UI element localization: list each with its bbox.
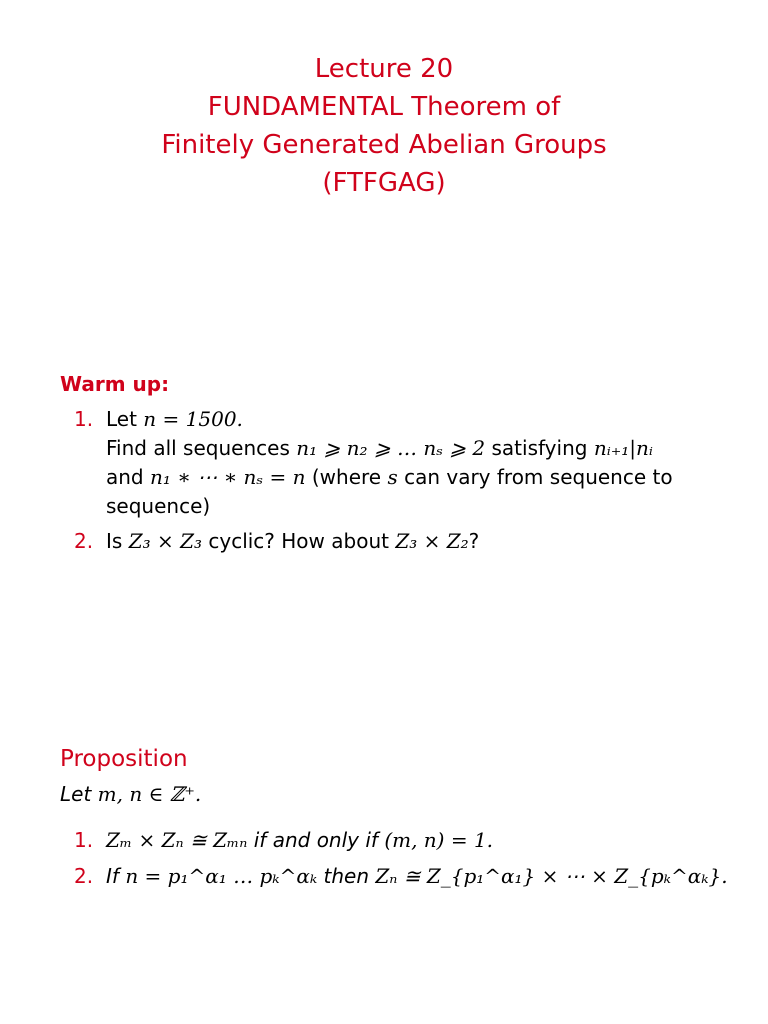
item-number: 1. <box>74 828 94 852</box>
text: and <box>106 465 144 489</box>
warmup-item-2 <box>74 527 714 556</box>
math: Zₙ ≅ Z_{p₁^α₁} × ⋯ × Z_{pₖ^αₖ}. <box>375 864 728 888</box>
item-number: 2. <box>74 864 94 888</box>
text: then <box>323 864 369 888</box>
proposition-list <box>74 822 734 894</box>
math: s <box>387 465 398 489</box>
proposition-item-1 <box>74 822 734 858</box>
math: (m, n) = 1. <box>384 828 494 852</box>
math: nᵢ₊₁|nᵢ <box>593 436 653 460</box>
text: if and only if <box>253 828 378 852</box>
math: n₁ ∗ ⋯ ∗ nₛ = n <box>150 465 306 489</box>
math: Zₘ × Zₙ ≅ Zₘₙ <box>106 828 248 852</box>
proposition-heading: Proposition <box>60 746 188 772</box>
math: Z₃ × Z₂ <box>395 529 469 553</box>
warmup-list <box>74 405 714 556</box>
math: n₁ ⩾ n₂ ⩾ … nₛ ⩾ 2 <box>296 436 486 460</box>
text: If <box>106 864 119 888</box>
proposition-let <box>60 782 201 806</box>
text: Find all sequences <box>106 436 290 460</box>
item-number: 2. <box>74 529 94 553</box>
math: m, n ∈ ℤ⁺. <box>97 782 202 806</box>
text: Let <box>106 407 137 431</box>
text: satisfying <box>491 436 588 460</box>
proposition-item-2 <box>74 858 734 894</box>
item-text <box>106 527 714 556</box>
text: Let <box>60 782 92 806</box>
item-number: 1. <box>74 407 94 431</box>
math: Z₃ × Z₃ <box>128 529 202 553</box>
text: ? <box>468 529 480 553</box>
text: (where <box>311 465 382 489</box>
warmup-item-1 <box>74 405 714 521</box>
title-line-1: Lecture 20 <box>314 54 454 84</box>
item-text <box>106 858 734 894</box>
math: n = p₁^α₁ … pₖ^αₖ <box>125 864 318 888</box>
title-line-4: (FTFGAG) <box>322 168 446 198</box>
text: Is <box>106 529 123 553</box>
warmup-heading: Warm up: <box>60 372 170 396</box>
item-text <box>106 822 734 858</box>
text: can vary from sequence to sequence) <box>106 465 673 518</box>
title-line-3: Finitely Generated Abelian Groups <box>161 130 607 160</box>
title-line-2: FUNDAMENTAL Theorem of <box>207 92 561 122</box>
text: cyclic? How about <box>208 529 389 553</box>
math: n = 1500. <box>143 407 243 431</box>
lecture-title <box>0 50 768 202</box>
item-text <box>106 405 714 521</box>
